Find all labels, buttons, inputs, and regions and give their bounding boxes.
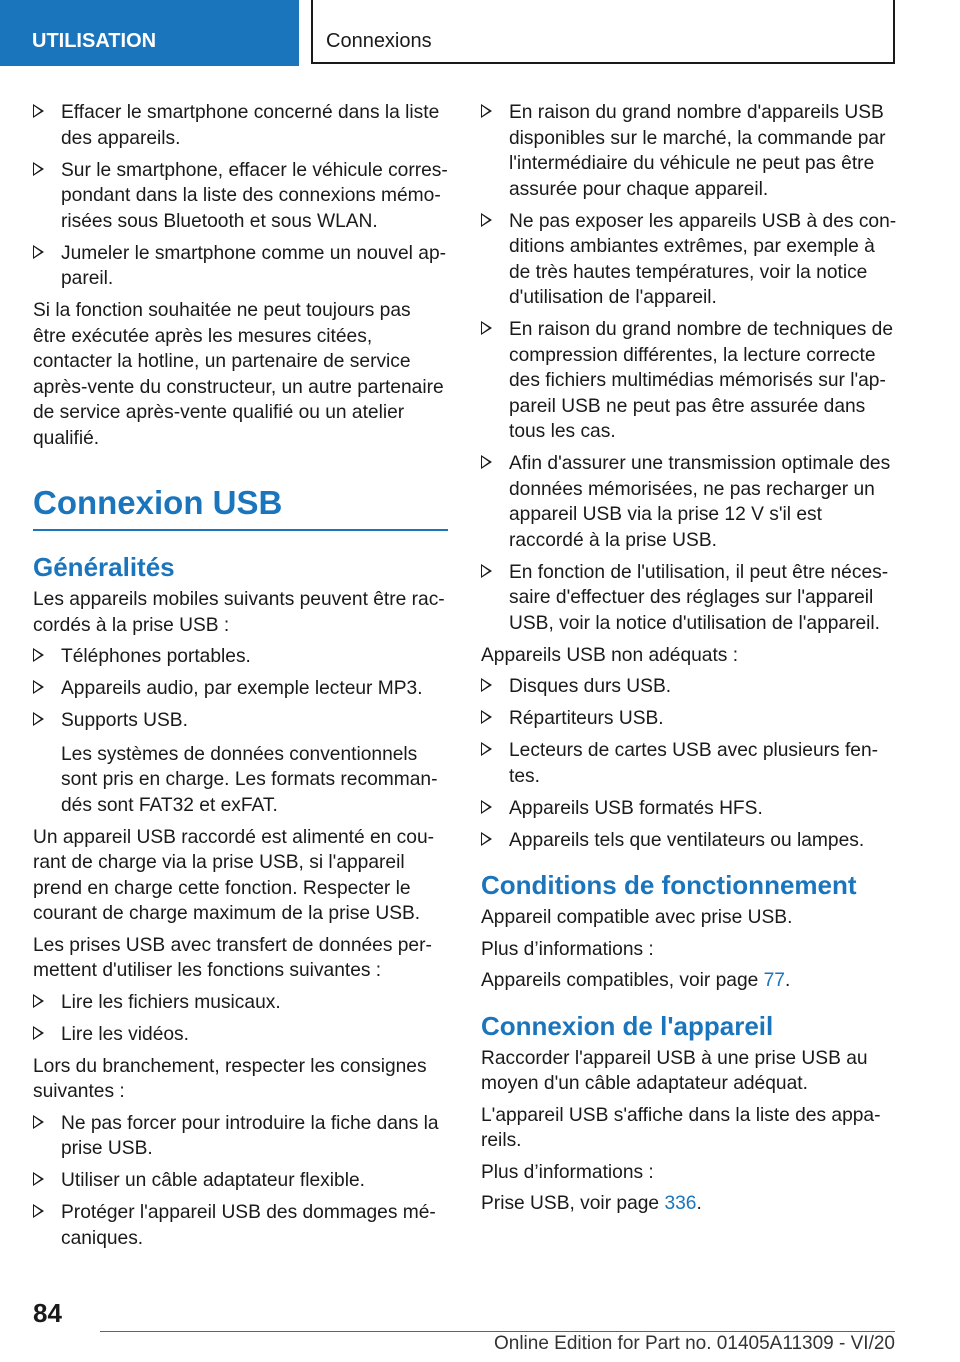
paragraph: Appareil compatible avec prise USB. <box>481 907 793 928</box>
paragraph: Si la fonction souhaitée ne peut toujours pas être exécutée après les mesures citées, contacter la hotline, un partenaire de service après-vente du constructeur, un autre partenaire de service après-vente qualifié ou un atelier qualifié. <box>33 300 444 449</box>
right-column <box>481 100 901 1223</box>
list-item: En raison du grand nombre d'appareils USB disponibles sur le marché, la commande par l'intermédiaire du véhicule ne peut pas être assurée pour chaque appareil. <box>481 100 901 202</box>
paragraph: Raccorder l'appareil USB à une prise USB au moyen d'un câble adaptateur adéquat. <box>481 1047 868 1094</box>
bullet-list <box>33 1111 448 1252</box>
list-item: Téléphones portables. <box>33 644 448 670</box>
bullet-arrow-icon <box>33 1026 44 1040</box>
bullet-arrow-icon <box>33 712 44 726</box>
bullet-arrow-icon <box>481 710 492 724</box>
section-heading: Connexion USB <box>33 483 448 531</box>
page-link[interactable]: 77 <box>763 970 785 991</box>
bullet-arrow-icon <box>33 680 44 694</box>
bullet-list <box>481 674 901 853</box>
subsection-heading: Connexion de l'appareil <box>481 1010 774 1041</box>
list-item: Ne pas exposer les appareils USB à des conditions ambiantes extrêmes, par exemple à de très hautes températures, voir la notice d'utilisation de l'appareil. <box>481 209 901 311</box>
bullet-arrow-icon <box>33 1204 44 1218</box>
list-item: En fonction de l'utilisation, il peut être nécessaire d'effectuer des réglages sur l'appareil USB, voir la notice d'utilisation de l'appareil. <box>481 560 901 637</box>
bullet-arrow-icon <box>481 321 492 335</box>
bullet-arrow-icon <box>33 245 44 259</box>
bullet-arrow-icon <box>481 742 492 756</box>
list-item: Répartiteurs USB. <box>481 706 901 732</box>
cross-reference: Appareils compatibles, voir page 77. <box>481 970 791 991</box>
list-item: En raison du grand nombre de techniques de compression différentes, la lecture correcte des fichiers multimédias mémorisés sur l'appareil USB ne peut pas être assurée dans tous les cas. <box>481 317 901 445</box>
list-item: Disques durs USB. <box>481 674 901 700</box>
list-item: Jumeler le smartphone comme un nouvel appareil. <box>33 241 448 292</box>
subsection-heading: Conditions de fonctionnement <box>481 870 857 900</box>
paragraph: Les appareils mobiles suivants peuvent être raccordés à la prise USB : <box>33 589 445 636</box>
list-item: Lecteurs de cartes USB avec plusieurs fentes. <box>481 738 901 789</box>
bullet-list <box>33 100 448 292</box>
bullet-arrow-icon <box>481 678 492 692</box>
cross-reference: Prise USB, voir page 336. <box>481 1193 702 1214</box>
bullet-arrow-icon <box>481 213 492 227</box>
list-item: Appareils tels que ventilateurs ou lampes. <box>481 828 901 854</box>
page-number: 84 <box>33 1298 62 1328</box>
paragraph: Appareils USB non adéquats : <box>481 644 739 666</box>
bullet-arrow-icon <box>33 1115 44 1129</box>
bullet-arrow-icon <box>481 832 492 846</box>
bullet-arrow-icon <box>33 1172 44 1186</box>
list-item: Appareils USB formatés HFS. <box>481 796 901 822</box>
paragraph: Lors du branchement, respecter les consignes suivantes : <box>33 1055 427 1102</box>
bullet-arrow-icon <box>481 564 492 578</box>
bullet-arrow-icon <box>481 800 492 814</box>
bullet-arrow-icon <box>33 648 44 662</box>
paragraph: Plus d’informations : <box>481 1161 654 1183</box>
paragraph: Un appareil USB raccordé est alimenté en courant de charge via la prise USB, si l'appareil prend en charge cette fonction. Respecter le courant de charge maximum de la prise USB. <box>33 826 435 924</box>
paragraph: L'appareil USB s'affiche dans la liste des appareils. <box>481 1104 881 1151</box>
list-item: Afin d'assurer une transmission optimale des données mémorisées, ne pas recharger un appareil USB via la prise 12 V s'il est raccordé à la prise USB. <box>481 451 901 553</box>
section-tab: UTILISATION <box>0 0 299 66</box>
edition-footer: Online Edition for Part no. 01405A11309 - VI/20 <box>493 1333 895 1354</box>
chapter-title: Connexions <box>311 0 895 64</box>
bullet-arrow-icon <box>33 994 44 1008</box>
page-link[interactable]: 336 <box>664 1193 697 1214</box>
list-item: Utiliser un câble adaptateur flexible. <box>33 1168 448 1194</box>
paragraph: Les prises USB avec transfert de données permettent d'utiliser les fonctions suivantes : <box>33 934 432 981</box>
list-item: Protéger l'appareil USB des dommages mécaniques. <box>33 1200 448 1251</box>
list-item: Lire les vidéos. <box>33 1022 448 1048</box>
bullet-arrow-icon <box>33 162 44 176</box>
list-item-note: Les systèmes de données conventionnels sont pris en charge. Les formats recommandés sont FAT32 et exFAT. <box>61 743 438 816</box>
list-item: Lire les fichiers musicaux. <box>33 990 448 1016</box>
bullet-arrow-icon <box>481 455 492 469</box>
footer-divider <box>100 1331 895 1332</box>
list-item: Ne pas forcer pour introduire la fiche dans la prise USB. <box>33 1111 448 1162</box>
subsection-heading: Généralités <box>33 552 175 582</box>
list-item: Supports USB. Les systèmes de données conventionnels sont pris en charge. Les formats recommandés sont FAT32 et exFAT. <box>33 708 448 818</box>
bullet-list <box>481 100 901 636</box>
page-header <box>0 0 960 66</box>
list-item: Sur le smartphone, effacer le véhicule correspondant dans la liste des connexions mémorisées sous Bluetooth et sous WLAN. <box>33 158 448 235</box>
paragraph: Plus d’informations : <box>481 938 654 960</box>
list-item: Effacer le smartphone concerné dans la liste des appareils. <box>33 100 448 151</box>
bullet-list <box>33 644 448 818</box>
left-column <box>33 100 448 1258</box>
list-item: Appareils audio, par exemple lecteur MP3. <box>33 676 448 702</box>
bullet-list <box>33 990 448 1048</box>
bullet-arrow-icon <box>481 104 492 118</box>
bullet-arrow-icon <box>33 104 44 118</box>
